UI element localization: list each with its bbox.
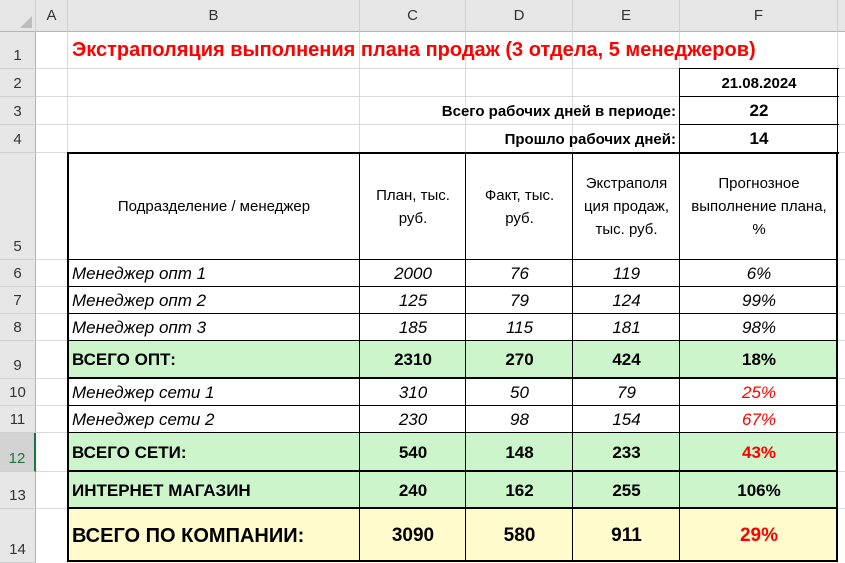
subtotal-row-plan[interactable]: 2310 bbox=[394, 350, 432, 369]
table-row-name[interactable]: Менеджер опт 1 bbox=[72, 263, 207, 283]
table-row-name[interactable]: Менеджер сети 2 bbox=[72, 409, 215, 429]
row-header-1[interactable]: 1 bbox=[0, 32, 36, 69]
row-header-13[interactable]: 13 bbox=[0, 472, 36, 509]
subtotal-row-name[interactable]: ВСЕГО ОПТ: bbox=[72, 350, 176, 369]
header-forecast[interactable]: Прогнозное выполнение плана, % bbox=[691, 175, 827, 238]
table-row-name[interactable]: Менеджер опт 3 bbox=[72, 317, 207, 337]
table-row-fact[interactable]: 98 bbox=[510, 409, 529, 429]
table-row-name[interactable]: Менеджер сети 1 bbox=[72, 382, 215, 402]
table-row-fact[interactable]: 76 bbox=[510, 263, 529, 283]
table-row-extrap[interactable]: 79 bbox=[617, 382, 636, 402]
online-store-plan[interactable]: 240 bbox=[398, 480, 428, 500]
table-row-forecast[interactable]: 98% bbox=[741, 317, 777, 337]
table-row-plan[interactable]: 310 bbox=[398, 382, 428, 402]
subtotal-row-extrap[interactable]: 424 bbox=[612, 350, 641, 369]
online-store-name[interactable]: ИНТЕРНЕТ МАГАЗИН bbox=[72, 480, 251, 500]
table-row-fact[interactable]: 50 bbox=[510, 382, 529, 402]
online-store-fact[interactable]: 162 bbox=[505, 480, 534, 500]
company-total-extrap[interactable]: 911 bbox=[611, 525, 642, 546]
online-store-forecast[interactable]: 106% bbox=[737, 480, 781, 500]
table-row-fact[interactable]: 79 bbox=[510, 290, 529, 310]
select-all-corner[interactable] bbox=[0, 0, 36, 32]
subtotal-row-forecast[interactable]: 18% bbox=[741, 350, 777, 369]
header-plan[interactable]: План, тыс. руб. bbox=[376, 186, 450, 227]
column-header-a[interactable]: A bbox=[36, 0, 68, 32]
column-header-d[interactable]: D bbox=[466, 0, 573, 32]
table-row-extrap[interactable]: 154 bbox=[612, 409, 641, 429]
header-extrapolation[interactable]: Экстраполя ция продаж, тыс. руб. bbox=[583, 175, 670, 238]
subtotal-row-extrap[interactable]: 233 bbox=[612, 442, 641, 462]
subtotal-row-forecast[interactable]: 43% bbox=[741, 442, 777, 462]
select-all-triangle-icon bbox=[20, 16, 32, 28]
row-header-4[interactable]: 4 bbox=[0, 125, 36, 153]
row-header-3[interactable]: 3 bbox=[0, 97, 36, 125]
header-department[interactable]: Подразделение / менеджер bbox=[117, 198, 311, 215]
subtotal-row-fact[interactable]: 148 bbox=[505, 442, 534, 462]
subtotal-row-plan[interactable]: 540 bbox=[398, 442, 428, 462]
report-date[interactable]: 21.08.2024 bbox=[721, 74, 797, 92]
row-header-9[interactable]: 9 bbox=[0, 341, 36, 379]
company-total-plan[interactable]: 3090 bbox=[391, 525, 435, 546]
working-days-value[interactable]: 22 bbox=[749, 101, 769, 120]
row-header-14[interactable]: 14 bbox=[0, 509, 36, 563]
table-row-plan[interactable]: 2000 bbox=[394, 263, 432, 283]
column-header-e[interactable]: E bbox=[573, 0, 680, 32]
table-row-plan[interactable]: 125 bbox=[398, 290, 428, 310]
table-row-fact[interactable]: 115 bbox=[505, 317, 534, 337]
table-row-forecast[interactable]: 6% bbox=[746, 263, 772, 283]
subtotal-row-fact[interactable]: 270 bbox=[505, 350, 534, 369]
passed-days-value[interactable]: 14 bbox=[749, 129, 769, 148]
row-header-12[interactable]: 12 bbox=[0, 433, 36, 472]
row-header-2[interactable]: 2 bbox=[0, 69, 36, 97]
table-row-name[interactable]: Менеджер опт 2 bbox=[72, 290, 207, 310]
header-fact[interactable]: Факт, тыс. руб. bbox=[484, 186, 555, 227]
table-row-extrap[interactable]: 181 bbox=[612, 317, 641, 337]
table-row-plan[interactable]: 185 bbox=[398, 317, 428, 337]
table-row-forecast[interactable]: 25% bbox=[741, 382, 777, 402]
table-row-extrap[interactable]: 119 bbox=[612, 263, 641, 283]
table-row-forecast[interactable]: 67% bbox=[741, 409, 777, 429]
row-header-10[interactable]: 10 bbox=[0, 379, 36, 406]
row-header-11[interactable]: 11 bbox=[0, 406, 36, 433]
table-row-plan[interactable]: 230 bbox=[398, 409, 428, 429]
column-header-b[interactable]: B bbox=[68, 0, 360, 32]
working-days-label[interactable]: Всего рабочих дней в периоде: bbox=[441, 102, 676, 120]
sheet-title[interactable]: Экстраполяция выполнения плана продаж (3 отдела, 5 менеджеров) bbox=[72, 39, 756, 61]
online-store-extrap[interactable]: 255 bbox=[612, 480, 641, 500]
table-row-extrap[interactable]: 124 bbox=[612, 290, 641, 310]
row-header-7[interactable]: 7 bbox=[0, 287, 36, 314]
company-total-name[interactable]: ВСЕГО ПО КОМПАНИИ: bbox=[72, 524, 305, 547]
subtotal-row-name[interactable]: ВСЕГО СЕТИ: bbox=[72, 442, 187, 462]
row-header-5[interactable]: 5 bbox=[0, 153, 36, 260]
company-total-fact[interactable]: 580 bbox=[503, 525, 536, 546]
column-header-filler bbox=[838, 0, 845, 32]
column-header-f[interactable]: F bbox=[680, 0, 838, 32]
passed-days-label[interactable]: Прошло рабочих дней: bbox=[504, 130, 676, 148]
column-header-c[interactable]: C bbox=[360, 0, 466, 32]
table-row-forecast[interactable]: 99% bbox=[741, 290, 777, 310]
row-header-6[interactable]: 6 bbox=[0, 260, 36, 287]
company-total-forecast[interactable]: 29% bbox=[739, 525, 779, 546]
row-header-8[interactable]: 8 bbox=[0, 314, 36, 341]
